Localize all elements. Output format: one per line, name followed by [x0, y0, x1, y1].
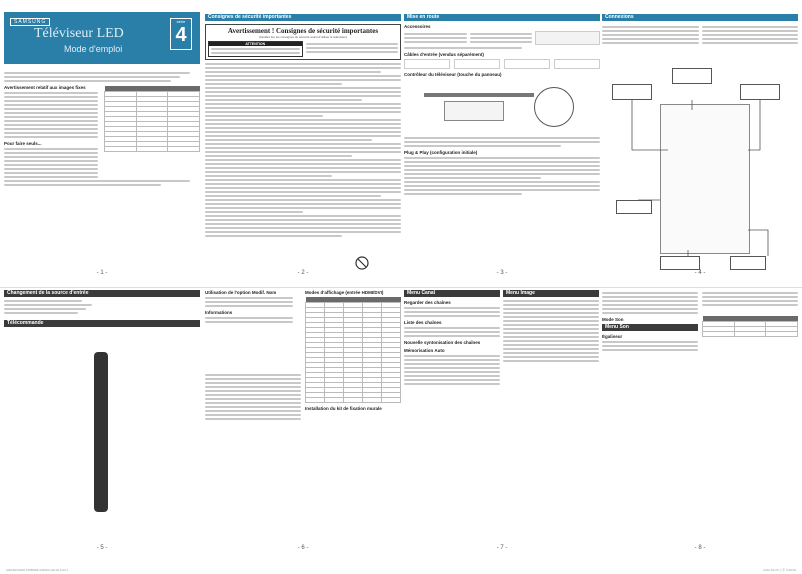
- plug-play-heading: Plug & Play (configuration initiale): [404, 150, 478, 155]
- column-3-bottom: [404, 290, 500, 387]
- remote-control-image: [94, 352, 108, 512]
- column-4-bottom: [602, 290, 698, 353]
- column-1-bottom: [4, 290, 200, 330]
- auto-store-heading: Mémorisation Auto: [404, 348, 445, 353]
- footer-right: 2012-03-29 오후 3:39:09: [763, 568, 796, 572]
- cover-subtitle: Mode d'emploi: [64, 44, 123, 54]
- display-modes-block: [305, 290, 401, 413]
- display-modes-heading: Modes d'affichage (entrée HDMI/DVI): [305, 290, 384, 295]
- cover-banner: [4, 12, 200, 64]
- safety-warning-box: [205, 24, 401, 60]
- controller-heading: Contrôleur du téléviseur (touche du panneau): [404, 72, 502, 77]
- wall-mount-heading: Installation du kit de fixation murale: [305, 405, 382, 411]
- samsung-logo: SAMSUNG: [10, 18, 50, 26]
- series-number: 4: [175, 24, 187, 46]
- remote-labels-mid: [205, 372, 301, 422]
- page-number-2: - 2 -: [297, 270, 309, 276]
- device-box-2: [672, 68, 712, 84]
- prohibited-icon: [355, 256, 369, 270]
- page-number-4: - 4 -: [694, 270, 706, 276]
- modif-nom-heading: Utilisation de l'option Modif. Nom: [205, 290, 277, 295]
- accessories-image: [535, 31, 600, 45]
- sound-mode-heading: Mode Son: [602, 317, 624, 322]
- cover-title: Téléviseur LED: [34, 26, 124, 41]
- info-heading: Informations: [205, 310, 233, 315]
- column-2-top: [205, 14, 401, 239]
- safety-header: Consignes de sécurité importantes: [205, 14, 401, 21]
- connections-header: Connexions: [602, 14, 798, 21]
- channel-menu-header: Menu Canal: [404, 290, 500, 297]
- retune-heading: Nouvelle syntonisation des chaînes: [404, 340, 481, 345]
- page-number-8: - 8 -: [694, 545, 706, 551]
- watch-channels-heading: Regarder des chaînes: [404, 300, 451, 305]
- safety-warning-sub: (Veuillez lire les consignes de sécurité avant d'utiliser le téléviseur): [258, 35, 348, 39]
- column-3-top: [404, 14, 600, 197]
- connection-cables: [608, 90, 798, 280]
- col1-sub1: Avertissement relatif aux images fixes: [4, 85, 86, 90]
- page-number-5: - 5 -: [96, 545, 108, 551]
- setup-header: Mise en route: [404, 14, 600, 21]
- sound-settings-table: [702, 316, 798, 337]
- picture-menu-header: Menu Image: [503, 290, 599, 297]
- page-number-6: - 6 -: [297, 545, 309, 551]
- footer-left: [UE19ES4000-FR]BN68-04095A-02L02.indd 1: [6, 568, 69, 572]
- cables-heading: Câbles d'entrée (vendus séparément): [404, 52, 484, 57]
- column-4-bottom-right: [702, 290, 798, 337]
- series-badge: [170, 18, 192, 50]
- page-number-7: - 7 -: [496, 545, 508, 551]
- attention-label: ATTENTION: [209, 42, 302, 46]
- half-divider: [0, 287, 802, 288]
- remote-header: Télécommande: [4, 320, 200, 327]
- picture-menu-block: [503, 290, 599, 364]
- equalizer-heading: Égaliseur: [602, 334, 623, 339]
- display-modes-table: [305, 297, 401, 403]
- page-number-3: - 3 -: [496, 270, 508, 276]
- series-label: série: [176, 19, 186, 24]
- sound-menu-header: Menu Son: [602, 324, 698, 331]
- source-header: Changement de la source d'entrée: [4, 290, 200, 297]
- col1-table: [104, 86, 200, 152]
- col1-sub2: Pour faire seuls...: [4, 141, 42, 146]
- page-number-1: - 1 -: [96, 270, 108, 276]
- accessories-heading: Accessoires: [404, 24, 431, 29]
- safety-warning-title: Avertissement ! Consignes de sécurité importantes: [227, 27, 379, 35]
- tv-controller-diagram: [404, 79, 600, 135]
- column-4-top: [602, 14, 798, 46]
- channel-list-heading: Liste des chaînes: [404, 320, 442, 325]
